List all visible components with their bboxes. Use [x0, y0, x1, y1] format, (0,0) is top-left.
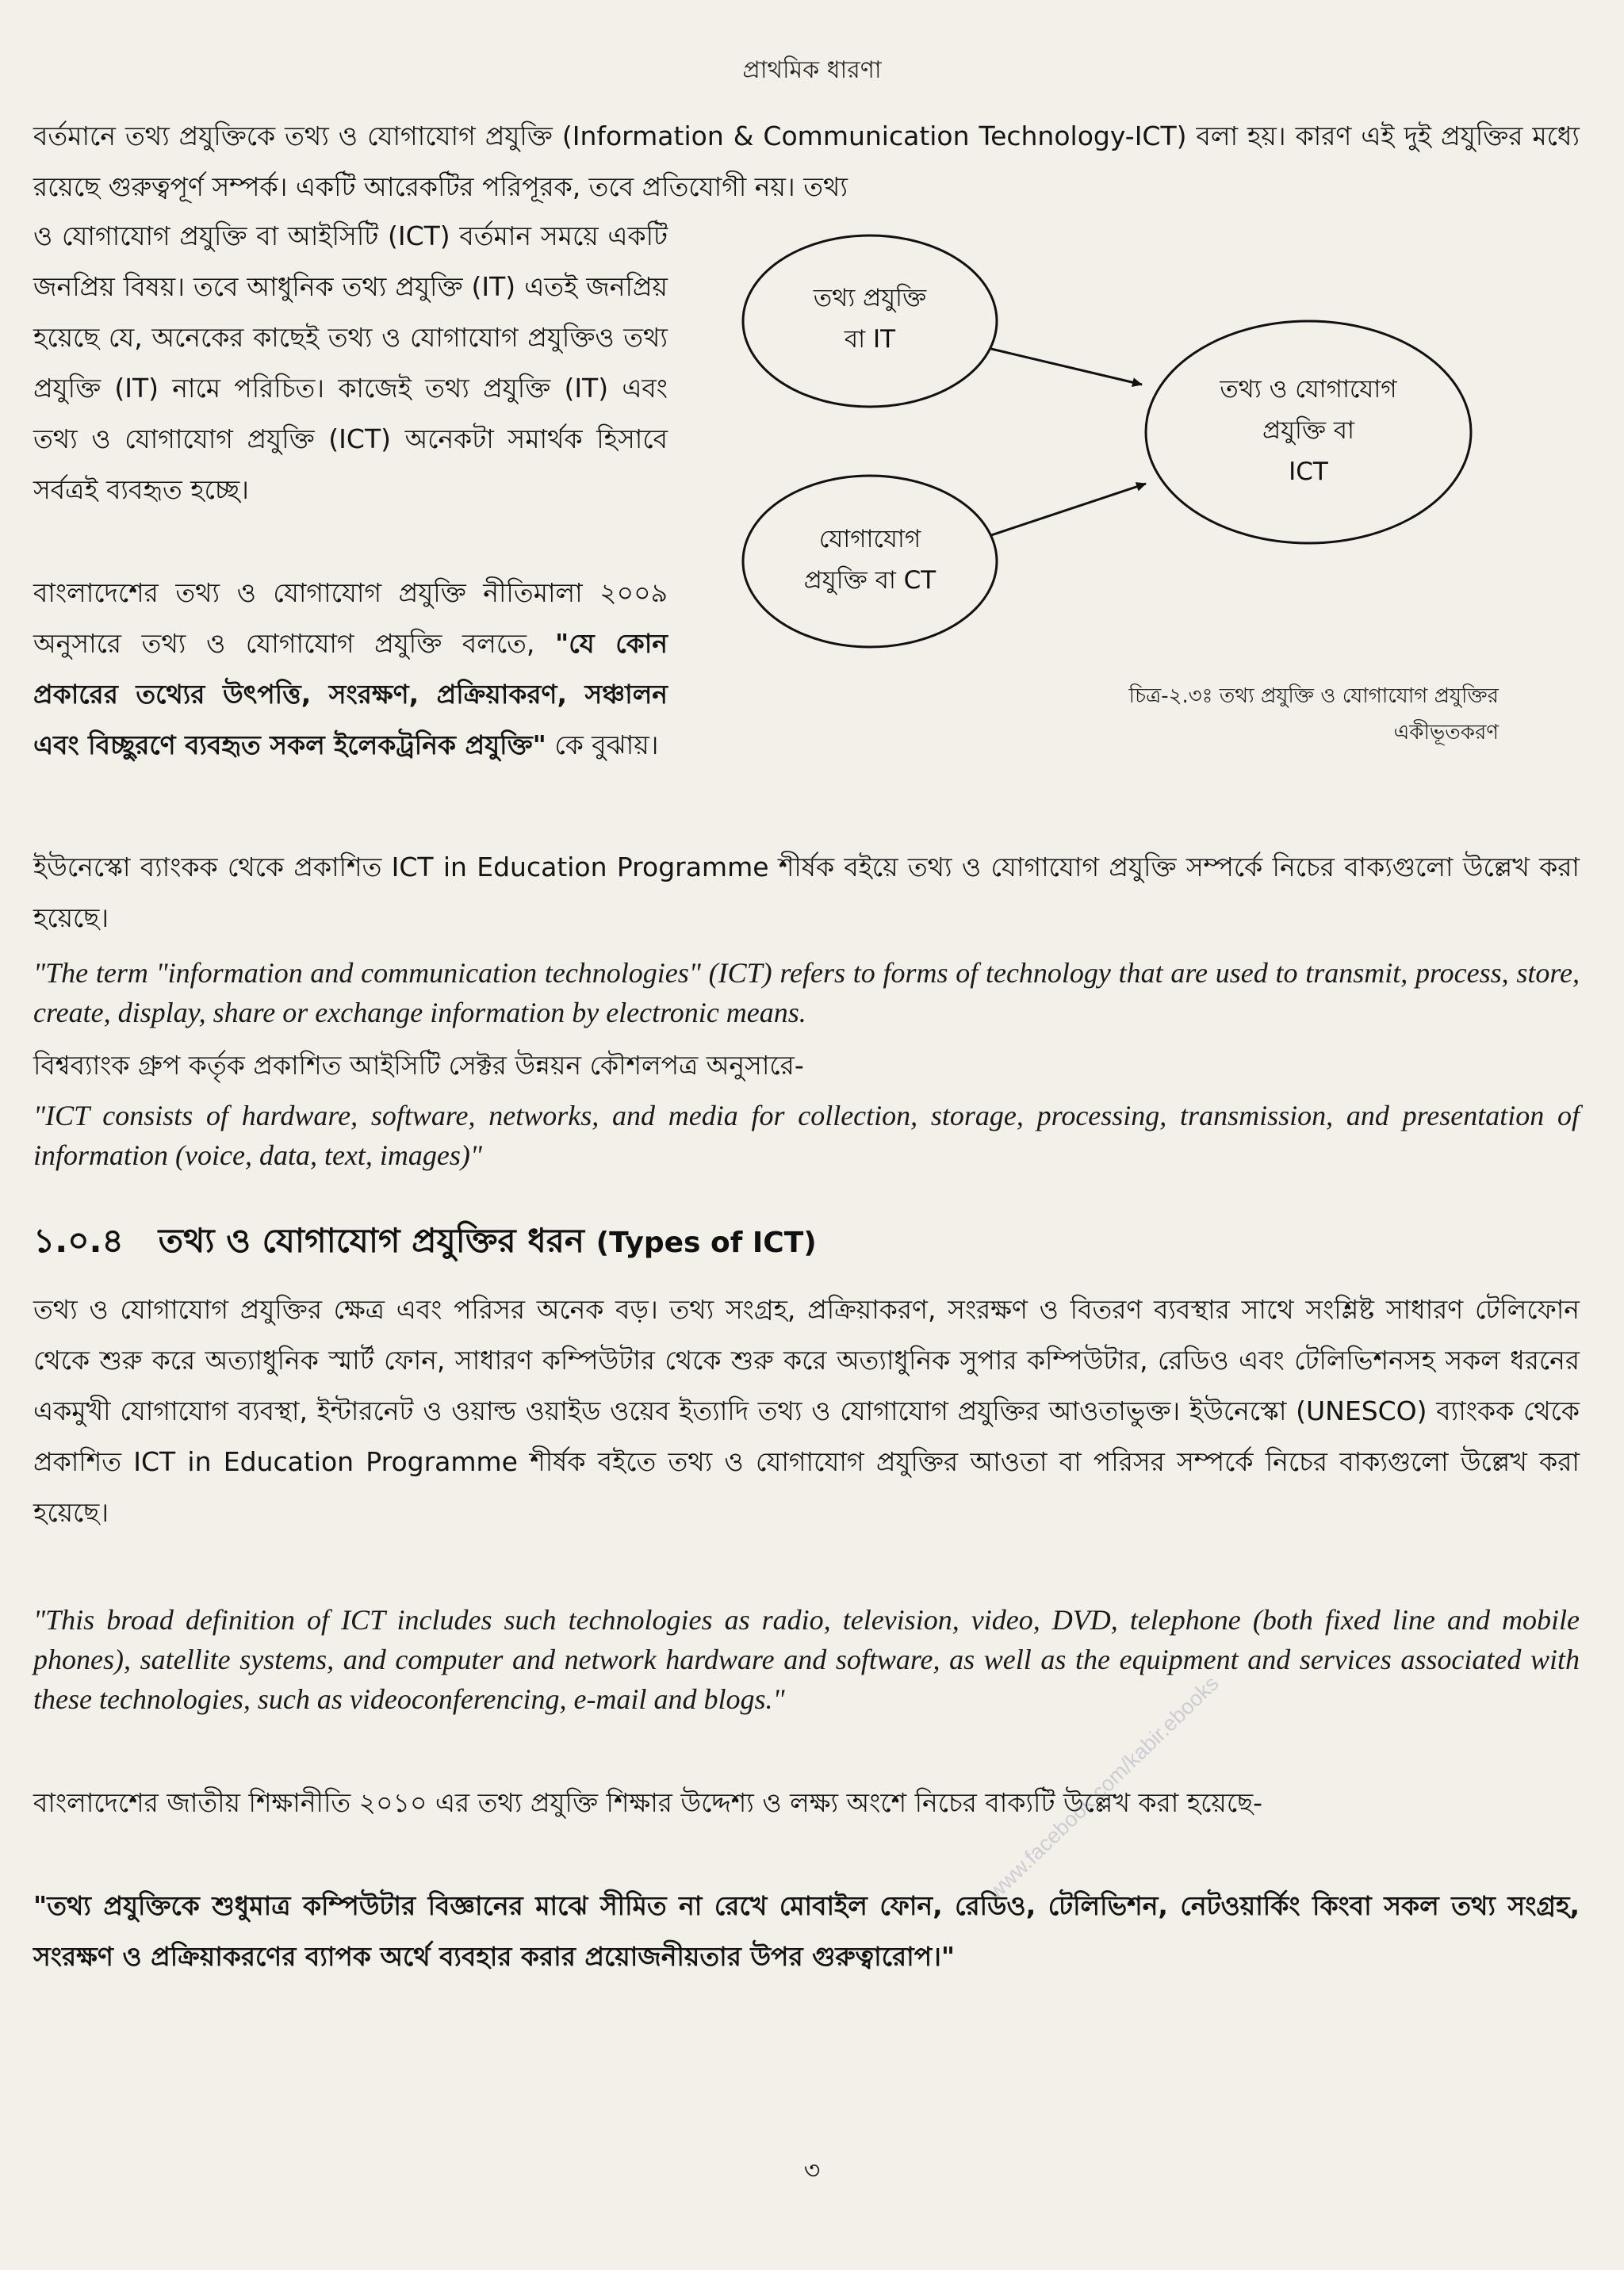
types-paragraph: তথ্য ও যোগাযোগ প্রযুক্তির ক্ষেত্র এবং পরিসর অনেক বড়। তথ্য সংগ্রহ, প্রক্রিয়াকরণ, সংরক্ষণ ও বিতরণ ব্যবস্থার সাথে সংশ্লিষ্ট সাধারণ টেলিফোন থেকে শুরু করে অত্যাধুনিক স্মার্ট ফোন, সাধারণ কম্পিউটার থেকে শুরু করে অত্যাধুনিক সুপার কম্পিউটার, রেডিও এবং টেলিভিশনসহ সকল ধরনের একমুখী যোগাযোগ ব্যবস্থা, ইন্টারনেট ও ওয়াল্ড ওয়াইড ওয়েব ইত্যাদি তথ্য ও যোগাযোগ প্রযুক্তির আওতাভুক্ত। ইউনেস্কো (UNESCO) ব্যাংকক থেকে প্রকাশিত ICT in Education Programme শীর্ষক বইতে তথ্য ও যোগাযোগ প্রযুক্তির আওতা বা পরিসর সম্পর্কে নিচের বাক্যগুলো উল্লেখ করা হয়েছে। — [33, 1294, 1580, 1528]
it-node-line-2: বা IT — [844, 325, 896, 354]
section-title: তথ্য ও যোগাযোগ প্রযুক্তির ধরন — [158, 1221, 584, 1260]
left-column-paragraph: ও যোগাযোগ প্রযুক্তি বা আইসিটি (ICT) বর্তমান সময়ে একটি জনপ্রিয় বিষয়। তবে আধুনিক তথ্য প্রযুক্তি (IT) এতই জনপ্রিয় হয়েছে যে, অনেকের কাছেই তথ্য ও যোগাযোগ প্রযুক্তিও তথ্য প্রযুক্তি (IT) নামে পরিচিত। কাজেই তথ্য প্রযুক্তি (IT) এবং তথ্য ও যোগাযোগ প্রযুক্তি (ICT) অনেকটা সমার্থক হিসাবে সর্বত্রই ব্যবহৃত হচ্ছে। — [33, 220, 668, 505]
education-policy-intro: বাংলাদেশের জাতীয় শিক্ষানীতি ২০১০ এর তথ্য প্রযুক্তি শিক্ষার উদ্দেশ্য ও লক্ষ্য অংশে নিচের বাক্যটি উল্লেখ করা হয়েছে- — [33, 1787, 1263, 1818]
ict-node-line-2: প্রযুক্তি বা — [1262, 416, 1355, 445]
worldbank-intro: বিশ্বব্যাংক গ্রুপ কর্তৃক প্রকাশিত আইসিটি সেক্টর উন্নয়ন কৌশলপত্র অনুসারে- — [33, 1050, 804, 1081]
education-policy-quote: "তথ্য প্রযুক্তিকে শুধুমাত্র কম্পিউটার বিজ্ঞানের মাঝে সীমিত না রেখে মোবাইল ফোন, রেডিও, টেলিভিশন, নেটওয়ার্কিং কিংবা সকল তথ্য সংগ্রহ, সংরক্ষণ ও প্রক্রিয়াকরণের ব্যাপক অর্থে ব্যবহার করার প্রয়োজনীয়তার উপর গুরুত্বারোপ।" — [33, 1890, 1580, 1972]
caption-line-1: চিত্র-২.৩ঃ তথ্য প্রযুক্তি ও যোগাযোগ প্রযুক্তির — [1128, 684, 1499, 708]
worldbank-quote: "ICT consists of hardware, software, networks, and media for collection, storage, processing, transmission, and presentation of information (voice, data, text, images)" — [33, 1100, 1580, 1171]
broad-definition-quote: "This broad definition of ICT includes such technologies as radio, television, video, DVD, telephone (both fixed line and mobile phones), satellite systems, and computer and network hardware and software, as well as the equipment and services associated with these technologies, such as videoconferencing, e-mail and blogs." — [33, 1604, 1580, 1715]
running-head: প্রাথমিক ধারণা — [742, 56, 882, 84]
figure-caption — [912, 678, 1499, 751]
page-number: ৩ — [803, 2155, 821, 2185]
unesco-quote: "The term "information and communication technologies" (ICT) refers to forms of technology that are used to transmit, process, store, create, display, share or exchange information by electronic means. — [33, 957, 1580, 1028]
it-node-line-1: তথ্য প্রযুক্তি — [813, 284, 927, 312]
ct-node-line-1: যোগাযোগ — [818, 525, 921, 553]
ct-node-label — [751, 519, 989, 601]
policy-paragraph — [33, 568, 668, 771]
ct-to-ict-arrow — [991, 484, 1146, 535]
policy-lead: বাংলাদেশের তথ্য ও যোগাযোগ প্রযুক্তি নীতিমালা ২০০৯ অনুসারে তথ্য ও যোগাযোগ প্রযুক্তি বলতে, — [33, 577, 668, 659]
unesco-intro: ইউনেস্কো ব্যাংকক থেকে প্রকাশিত ICT in Education Programme শীর্ষক বইয়ে তথ্য ও যোগাযোগ প্রযুক্তি সম্পর্কে নিচের বাক্যগুলো উল্লেখ করা হয়েছে। — [33, 852, 1580, 933]
it-node-label — [751, 278, 989, 360]
ict-merge-diagram — [714, 222, 1507, 666]
ict-node-line-3: ICT — [1289, 457, 1328, 486]
section-number: ১.০.৪ — [33, 1221, 124, 1260]
watermark: www.facebook.com/kabir.ebooks — [983, 1671, 1224, 1904]
intro-paragraph: বর্তমানে তথ্য প্রযুক্তিকে তথ্য ও যোগাযোগ প্রযুক্তি (Information & Communication Technology-ICT) বলা হয়। কারণ এই দুই প্রযুক্তির মধ্যে রয়েছে গুরুত্বপূর্ণ সম্পর্ক। একটি আরেকটির পরিপূরক, তবে প্রতিযোগী নয়। তথ্য — [33, 121, 1580, 202]
ict-node-label — [1166, 369, 1451, 492]
section-title-english: (Types of ICT) — [596, 1227, 817, 1259]
ict-node-line-1: তথ্য ও যোগাযোগ — [1220, 375, 1397, 404]
it-to-ict-arrow — [991, 349, 1142, 385]
ct-node-line-2: প্রযুক্তি বা CT — [803, 566, 936, 595]
policy-definition: "যে কোন প্রকারের তথ্যের উৎপত্তি, সংরক্ষণ, প্রক্রিয়াকরণ, সঞ্চালন এবং বিচ্ছুরণে ব্যবহৃত সকল ইলেকট্রনিক প্রযুক্তি" — [33, 628, 668, 760]
caption-line-2: একীভূতকরণ — [1393, 721, 1499, 745]
section-heading — [33, 1215, 1580, 1271]
policy-tail: কে বুঝায়। — [546, 729, 659, 760]
